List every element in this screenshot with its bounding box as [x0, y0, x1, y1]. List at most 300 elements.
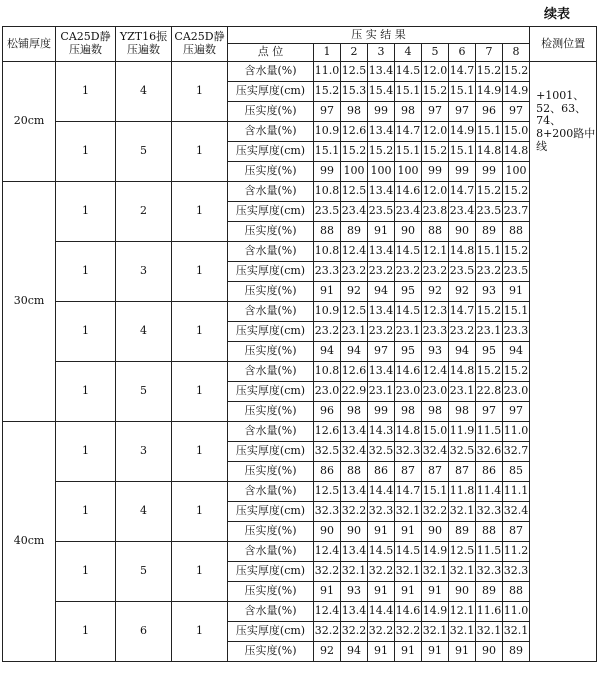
value-cell: 23.1 [341, 322, 368, 342]
value-cell: 91 [422, 642, 449, 662]
ca25d-static-1-cell: 1 [56, 362, 116, 422]
metric-label: 压实度(%) [228, 522, 314, 542]
value-cell: 91 [314, 282, 341, 302]
value-cell: 100 [341, 162, 368, 182]
value-cell: 89 [341, 222, 368, 242]
metric-label: 压实厚度(cm) [228, 562, 314, 582]
value-cell: 32.2 [341, 622, 368, 642]
value-cell: 23.8 [422, 202, 449, 222]
value-cell: 15.2 [476, 362, 503, 382]
value-cell: 98 [341, 102, 368, 122]
value-cell: 92 [341, 282, 368, 302]
value-cell: 94 [341, 642, 368, 662]
value-cell: 90 [449, 582, 476, 602]
value-cell: 12.5 [341, 182, 368, 202]
value-cell: 32.2 [314, 622, 341, 642]
value-cell: 98 [422, 402, 449, 422]
value-cell: 11.5 [476, 422, 503, 442]
value-cell: 91 [449, 642, 476, 662]
metric-label: 压实度(%) [228, 582, 314, 602]
metric-label: 含水量(%) [228, 62, 314, 82]
value-cell: 32.3 [503, 562, 530, 582]
value-cell: 89 [449, 522, 476, 542]
ca25d-static-2-cell: 1 [172, 182, 228, 242]
value-cell: 32.2 [368, 622, 395, 642]
value-cell: 12.0 [422, 122, 449, 142]
value-cell: 94 [314, 342, 341, 362]
value-cell: 15.3 [341, 82, 368, 102]
value-cell: 14.6 [395, 602, 422, 622]
metric-label: 压实度(%) [228, 162, 314, 182]
value-cell: 92 [422, 282, 449, 302]
value-cell: 32.1 [449, 562, 476, 582]
value-cell: 13.4 [341, 602, 368, 622]
value-cell: 11.9 [449, 422, 476, 442]
value-cell: 87 [503, 522, 530, 542]
value-cell: 10.9 [314, 122, 341, 142]
value-cell: 14.5 [395, 62, 422, 82]
value-cell: 32.7 [503, 442, 530, 462]
metric-label: 含水量(%) [228, 602, 314, 622]
value-cell: 15.1 [395, 142, 422, 162]
value-cell: 12.0 [422, 182, 449, 202]
value-cell: 91 [395, 582, 422, 602]
table-row [3, 422, 597, 442]
value-cell: 32.4 [422, 442, 449, 462]
value-cell: 13.4 [368, 182, 395, 202]
value-cell: 11.0 [503, 422, 530, 442]
value-cell: 14.9 [449, 122, 476, 142]
value-cell: 12.1 [422, 242, 449, 262]
value-cell: 90 [449, 222, 476, 242]
value-cell: 14.5 [395, 542, 422, 562]
location-empty-cell [530, 182, 597, 662]
value-cell: 100 [368, 162, 395, 182]
value-cell: 12.6 [314, 422, 341, 442]
value-cell: 88 [314, 222, 341, 242]
value-cell: 12.5 [449, 542, 476, 562]
ca25d-static-2-cell: 1 [172, 422, 228, 482]
value-cell: 32.1 [449, 622, 476, 642]
value-cell: 15.1 [503, 302, 530, 322]
value-cell: 14.7 [449, 62, 476, 82]
value-cell: 93 [341, 582, 368, 602]
value-cell: 97 [422, 102, 449, 122]
value-cell: 14.8 [449, 242, 476, 262]
ca25d-static-1-cell: 1 [56, 422, 116, 482]
metric-label: 含水量(%) [228, 242, 314, 262]
value-cell: 99 [314, 162, 341, 182]
value-cell: 97 [503, 402, 530, 422]
metric-label: 压实厚度(cm) [228, 262, 314, 282]
value-cell: 93 [422, 342, 449, 362]
header-point: 3 [368, 44, 395, 62]
value-cell: 23.3 [503, 322, 530, 342]
value-cell: 88 [422, 222, 449, 242]
value-cell: 12.4 [314, 542, 341, 562]
value-cell: 23.5 [314, 202, 341, 222]
metric-label: 压实厚度(cm) [228, 82, 314, 102]
value-cell: 15.1 [449, 82, 476, 102]
value-cell: 12.4 [422, 362, 449, 382]
value-cell: 13.4 [341, 482, 368, 502]
value-cell: 99 [476, 162, 503, 182]
table-row [3, 62, 597, 82]
value-cell: 23.0 [314, 382, 341, 402]
value-cell: 14.9 [422, 602, 449, 622]
metric-label: 含水量(%) [228, 182, 314, 202]
header-point: 6 [449, 44, 476, 62]
value-cell: 23.2 [341, 262, 368, 282]
value-cell: 14.9 [503, 82, 530, 102]
value-cell: 93 [476, 282, 503, 302]
ca25d-static-1-cell: 1 [56, 122, 116, 182]
metric-label: 压实厚度(cm) [228, 322, 314, 342]
value-cell: 85 [503, 462, 530, 482]
value-cell: 91 [314, 582, 341, 602]
value-cell: 86 [368, 462, 395, 482]
value-cell: 90 [422, 522, 449, 542]
metric-label: 含水量(%) [228, 542, 314, 562]
value-cell: 23.4 [449, 202, 476, 222]
value-cell: 13.4 [368, 62, 395, 82]
value-cell: 13.4 [341, 542, 368, 562]
value-cell: 91 [422, 582, 449, 602]
value-cell: 14.5 [395, 242, 422, 262]
yzt16-cell: 5 [116, 542, 172, 602]
value-cell: 96 [476, 102, 503, 122]
table-row [3, 362, 597, 382]
value-cell: 91 [368, 222, 395, 242]
value-cell: 23.2 [368, 322, 395, 342]
value-cell: 13.4 [368, 242, 395, 262]
value-cell: 14.5 [395, 302, 422, 322]
value-cell: 15.2 [314, 82, 341, 102]
value-cell: 14.3 [368, 422, 395, 442]
value-cell: 23.1 [449, 382, 476, 402]
value-cell: 23.2 [314, 322, 341, 342]
metric-label: 压实度(%) [228, 642, 314, 662]
value-cell: 23.0 [503, 382, 530, 402]
value-cell: 14.5 [368, 542, 395, 562]
value-cell: 99 [368, 102, 395, 122]
value-cell: 32.4 [341, 442, 368, 462]
value-cell: 91 [395, 522, 422, 542]
table-row [3, 482, 597, 502]
value-cell: 90 [314, 522, 341, 542]
value-cell: 90 [395, 222, 422, 242]
value-cell: 15.2 [476, 182, 503, 202]
table-row [3, 302, 597, 322]
value-cell: 12.6 [341, 362, 368, 382]
value-cell: 94 [449, 342, 476, 362]
value-cell: 12.1 [449, 602, 476, 622]
value-cell: 32.1 [395, 562, 422, 582]
value-cell: 12.3 [422, 302, 449, 322]
value-cell: 15.2 [476, 302, 503, 322]
value-cell: 23.2 [449, 322, 476, 342]
value-cell: 87 [395, 462, 422, 482]
value-cell: 97 [476, 402, 503, 422]
header-point: 7 [476, 44, 503, 62]
value-cell: 12.4 [314, 602, 341, 622]
yzt16-cell: 2 [116, 182, 172, 242]
value-cell: 97 [368, 342, 395, 362]
value-cell: 15.2 [422, 82, 449, 102]
ca25d-static-2-cell: 1 [172, 242, 228, 302]
metric-label: 压实厚度(cm) [228, 382, 314, 402]
value-cell: 11.8 [449, 482, 476, 502]
ca25d-static-1-cell: 1 [56, 482, 116, 542]
value-cell: 88 [341, 462, 368, 482]
table-header [3, 27, 597, 62]
value-cell: 32.2 [368, 562, 395, 582]
value-cell: 94 [503, 342, 530, 362]
value-cell: 11.4 [476, 482, 503, 502]
value-cell: 89 [476, 222, 503, 242]
yzt16-cell: 6 [116, 602, 172, 662]
value-cell: 15.1 [422, 482, 449, 502]
value-cell: 22.8 [476, 382, 503, 402]
value-cell: 13.4 [341, 422, 368, 442]
metric-label: 压实度(%) [228, 282, 314, 302]
value-cell: 87 [422, 462, 449, 482]
value-cell: 32.1 [422, 622, 449, 642]
value-cell: 23.2 [395, 262, 422, 282]
value-cell: 14.9 [422, 542, 449, 562]
ca25d-static-2-cell: 1 [172, 302, 228, 362]
value-cell: 92 [314, 642, 341, 662]
value-cell: 32.1 [341, 562, 368, 582]
value-cell: 15.2 [368, 142, 395, 162]
value-cell: 15.2 [422, 142, 449, 162]
value-cell: 14.6 [395, 362, 422, 382]
value-cell: 91 [368, 522, 395, 542]
ca25d-static-2-cell: 1 [172, 602, 228, 662]
value-cell: 98 [395, 402, 422, 422]
value-cell: 86 [476, 462, 503, 482]
metric-label: 含水量(%) [228, 302, 314, 322]
value-cell: 98 [395, 102, 422, 122]
value-cell: 14.8 [476, 142, 503, 162]
value-cell: 12.5 [341, 302, 368, 322]
value-cell: 10.9 [314, 302, 341, 322]
metric-label: 压实度(%) [228, 462, 314, 482]
value-cell: 32.4 [503, 502, 530, 522]
value-cell: 23.1 [476, 322, 503, 342]
value-cell: 15.1 [476, 122, 503, 142]
table-row [3, 122, 597, 142]
value-cell: 91 [368, 582, 395, 602]
header-thickness: 松铺厚度 [3, 27, 56, 62]
value-cell: 11.5 [476, 542, 503, 562]
value-cell: 32.1 [395, 502, 422, 522]
metric-label: 含水量(%) [228, 482, 314, 502]
value-cell: 91 [395, 642, 422, 662]
metric-label: 压实厚度(cm) [228, 622, 314, 642]
thickness-cell: 30cm [3, 182, 56, 422]
ca25d-static-1-cell: 1 [56, 242, 116, 302]
table-row [3, 182, 597, 202]
metric-label: 压实厚度(cm) [228, 142, 314, 162]
table-row [3, 542, 597, 562]
value-cell: 13.4 [368, 302, 395, 322]
value-cell: 11.0 [503, 602, 530, 622]
table-body [3, 62, 597, 662]
value-cell: 15.2 [503, 62, 530, 82]
value-cell: 10.8 [314, 362, 341, 382]
value-cell: 12.4 [341, 242, 368, 262]
value-cell: 90 [341, 522, 368, 542]
value-cell: 14.7 [395, 482, 422, 502]
header-location: 检测位置 [530, 27, 597, 62]
value-cell: 88 [476, 522, 503, 542]
value-cell: 32.1 [422, 562, 449, 582]
value-cell: 32.1 [449, 502, 476, 522]
value-cell: 98 [341, 402, 368, 422]
value-cell: 97 [449, 102, 476, 122]
value-cell: 32.5 [449, 442, 476, 462]
ca25d-static-2-cell: 1 [172, 542, 228, 602]
value-cell: 15.0 [422, 422, 449, 442]
header-yzt16: YZT16振压遍数 [116, 27, 172, 62]
value-cell: 11.0 [314, 62, 341, 82]
value-cell: 96 [314, 402, 341, 422]
value-cell: 97 [314, 102, 341, 122]
metric-label: 压实厚度(cm) [228, 502, 314, 522]
value-cell: 99 [422, 162, 449, 182]
value-cell: 90 [476, 642, 503, 662]
value-cell: 32.3 [476, 502, 503, 522]
ca25d-static-1-cell: 1 [56, 302, 116, 362]
value-cell: 32.2 [422, 502, 449, 522]
header-points-label: 点 位 [228, 44, 314, 62]
ca25d-static-1-cell: 1 [56, 542, 116, 602]
value-cell: 14.9 [476, 82, 503, 102]
value-cell: 23.5 [476, 202, 503, 222]
value-cell: 15.0 [503, 122, 530, 142]
header-point: 5 [422, 44, 449, 62]
value-cell: 89 [503, 642, 530, 662]
value-cell: 99 [449, 162, 476, 182]
value-cell: 95 [395, 282, 422, 302]
value-cell: 10.8 [314, 182, 341, 202]
value-cell: 89 [476, 582, 503, 602]
header-point: 4 [395, 44, 422, 62]
value-cell: 100 [395, 162, 422, 182]
header-point: 8 [503, 44, 530, 62]
value-cell: 23.5 [449, 262, 476, 282]
compaction-table [2, 26, 597, 662]
metric-label: 压实度(%) [228, 102, 314, 122]
value-cell: 11.6 [476, 602, 503, 622]
value-cell: 14.8 [449, 362, 476, 382]
table-row [3, 242, 597, 262]
table-row [3, 602, 597, 622]
ca25d-static-2-cell: 1 [172, 62, 228, 122]
value-cell: 98 [449, 402, 476, 422]
yzt16-cell: 3 [116, 422, 172, 482]
ca25d-static-2-cell: 1 [172, 482, 228, 542]
table-caption: 续表 [543, 7, 570, 22]
value-cell: 32.5 [368, 442, 395, 462]
value-cell: 14.4 [368, 482, 395, 502]
value-cell: 23.2 [422, 262, 449, 282]
thickness-cell: 20cm [3, 62, 56, 182]
value-cell: 15.1 [449, 142, 476, 162]
yzt16-cell: 5 [116, 362, 172, 422]
value-cell: 95 [476, 342, 503, 362]
value-cell: 14.7 [449, 182, 476, 202]
yzt16-cell: 3 [116, 242, 172, 302]
value-cell: 23.5 [368, 202, 395, 222]
value-cell: 100 [503, 162, 530, 182]
value-cell: 32.2 [395, 622, 422, 642]
value-cell: 14.4 [368, 602, 395, 622]
value-cell: 12.0 [422, 62, 449, 82]
value-cell: 12.5 [341, 62, 368, 82]
value-cell: 94 [368, 282, 395, 302]
ca25d-static-1-cell: 1 [56, 62, 116, 122]
yzt16-cell: 4 [116, 482, 172, 542]
value-cell: 32.1 [476, 622, 503, 642]
value-cell: 15.1 [476, 242, 503, 262]
value-cell: 99 [368, 402, 395, 422]
value-cell: 10.8 [314, 242, 341, 262]
value-cell: 32.3 [395, 442, 422, 462]
value-cell: 23.3 [314, 262, 341, 282]
value-cell: 23.4 [341, 202, 368, 222]
value-cell: 97 [503, 102, 530, 122]
value-cell: 23.7 [503, 202, 530, 222]
header-ca25d-static-1: CA25D静压遍数 [56, 27, 116, 62]
value-cell: 23.0 [422, 382, 449, 402]
value-cell: 14.8 [503, 142, 530, 162]
value-cell: 23.2 [476, 262, 503, 282]
yzt16-cell: 4 [116, 302, 172, 362]
value-cell: 23.1 [368, 382, 395, 402]
value-cell: 14.8 [395, 422, 422, 442]
value-cell: 11.1 [503, 482, 530, 502]
value-cell: 15.1 [314, 142, 341, 162]
metric-label: 含水量(%) [228, 122, 314, 142]
value-cell: 23.0 [395, 382, 422, 402]
value-cell: 32.3 [476, 562, 503, 582]
value-cell: 14.6 [395, 182, 422, 202]
value-cell: 14.7 [395, 122, 422, 142]
value-cell: 87 [449, 462, 476, 482]
value-cell: 95 [395, 342, 422, 362]
value-cell: 11.2 [503, 542, 530, 562]
thickness-cell: 40cm [3, 422, 56, 662]
header-results: 压 实 结 果 [228, 27, 530, 44]
value-cell: 15.4 [368, 82, 395, 102]
value-cell: 32.5 [314, 442, 341, 462]
header-point: 1 [314, 44, 341, 62]
value-cell: 22.9 [341, 382, 368, 402]
value-cell: 15.1 [395, 82, 422, 102]
value-cell: 88 [503, 222, 530, 242]
ca25d-static-1-cell: 1 [56, 182, 116, 242]
value-cell: 15.2 [503, 182, 530, 202]
location-cell: +1001、52、63、74、8+200路中线 [530, 62, 597, 182]
value-cell: 32.1 [503, 622, 530, 642]
value-cell: 32.3 [314, 502, 341, 522]
yzt16-cell: 5 [116, 122, 172, 182]
value-cell: 88 [503, 582, 530, 602]
value-cell: 13.4 [368, 122, 395, 142]
value-cell: 13.4 [368, 362, 395, 382]
